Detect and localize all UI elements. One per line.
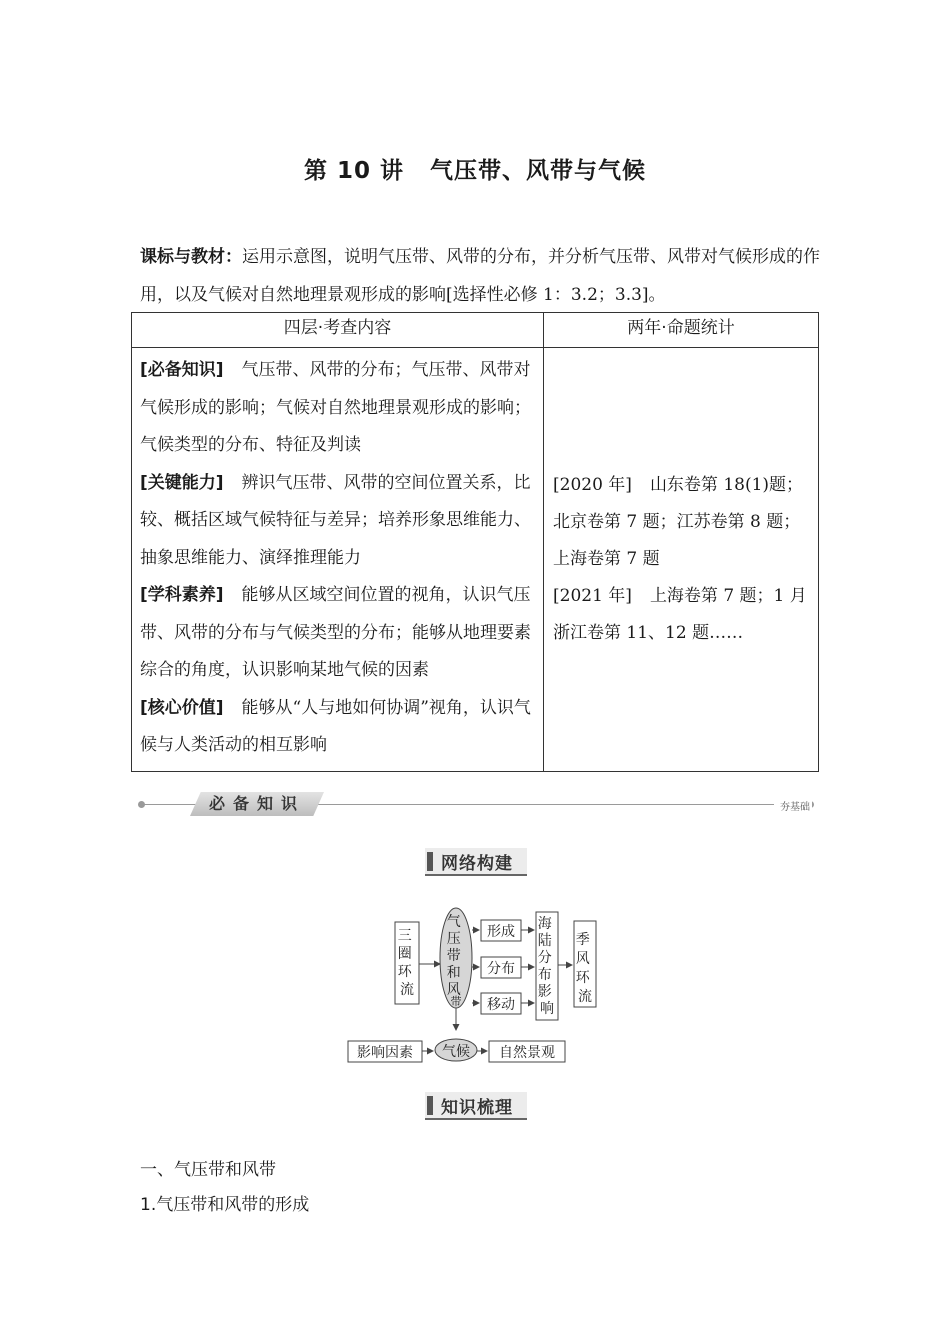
table-header-row bbox=[132, 313, 819, 348]
box-char: 风 bbox=[575, 951, 590, 967]
box-char: 分 bbox=[537, 950, 552, 966]
table-body-row bbox=[132, 348, 819, 772]
banner-right-label: 夯基础 bbox=[774, 798, 812, 813]
box-char: 三 bbox=[397, 928, 412, 944]
stats-year: [2021 年] bbox=[553, 585, 632, 606]
section-banner bbox=[140, 792, 812, 820]
sea-land-distribution-label bbox=[538, 916, 556, 1017]
table-header-right: 两年·命题统计 bbox=[544, 313, 819, 348]
heading-level-2: 1.气压带和风带的形成 bbox=[140, 1195, 310, 1215]
heading-bar bbox=[427, 852, 433, 871]
banner-label: 必备知识 bbox=[208, 794, 305, 813]
content-text: 能够从“人与地如何协调”视角，认识气候与人类活动的相互影响 bbox=[140, 697, 531, 755]
stats-item bbox=[553, 578, 810, 652]
influencing-factors-label: 影响因素 bbox=[357, 1045, 413, 1061]
formation-label: 形成 bbox=[487, 924, 515, 940]
box-char: 圈 bbox=[397, 946, 412, 962]
exam-stats-cell bbox=[544, 348, 819, 772]
curriculum-standard bbox=[140, 238, 820, 314]
oval-char: 和 bbox=[446, 965, 461, 981]
table-header-left: 四层·考查内容 bbox=[132, 313, 544, 348]
box-char: 布 bbox=[537, 967, 552, 983]
section-heading-network bbox=[425, 848, 527, 876]
oval-char: 带 bbox=[450, 995, 462, 1008]
heading-level-1: 一、气压带和风带 bbox=[140, 1160, 276, 1180]
content-tag: [核心价值] bbox=[140, 697, 224, 718]
oval-char: 气 bbox=[446, 914, 461, 930]
stats-text: 山东卷第 18(1)题；北京卷第 7 题；江苏卷第 8 题；上海卷第 7 题 bbox=[553, 474, 804, 569]
content-item bbox=[140, 352, 533, 465]
content-text: 气压带、风带的分布；气压带、风带对气候形成的影响；气候对自然地理景观形成的影响；气候类型的分布、特征及判读 bbox=[140, 360, 531, 455]
box-char: 季 bbox=[575, 932, 590, 948]
box-char: 海 bbox=[537, 916, 552, 932]
content-item bbox=[140, 577, 533, 690]
stats-year: [2020 年] bbox=[553, 474, 632, 495]
oval-char: 风 bbox=[446, 982, 461, 998]
lesson-topic: 气压带、风带与气候 bbox=[430, 158, 647, 184]
heading-text: 网络构建 bbox=[441, 854, 513, 874]
box-char: 响 bbox=[540, 1001, 554, 1017]
content-tag: [必备知识] bbox=[140, 360, 224, 380]
content-text: 辨识气压带、风带的空间位置关系，比较、概括区域气候特征与差异；培养形象思维能力、抽象思维能力、演绎推理能力 bbox=[140, 472, 531, 568]
natural-landscape-label: 自然景观 bbox=[499, 1045, 555, 1061]
page-title bbox=[0, 152, 950, 185]
box-char: 流 bbox=[400, 982, 414, 998]
distribution-label: 分布 bbox=[487, 961, 515, 977]
climate-label: 气候 bbox=[442, 1044, 470, 1060]
lesson-number: 第 10 讲 bbox=[303, 158, 405, 184]
stats-text: 上海卷第 7 题；1 月浙江卷第 11、12 题…… bbox=[553, 585, 807, 643]
box-char: 流 bbox=[578, 989, 592, 1005]
content-tag: [关键能力] bbox=[140, 472, 224, 493]
exam-content-cell bbox=[132, 348, 544, 772]
pressure-wind-belt-label bbox=[447, 914, 465, 1008]
concept-map bbox=[340, 905, 610, 1067]
content-tag: [学科素养] bbox=[140, 585, 224, 605]
content-text: 能够从区域空间位置的视角，认识气压带、风带的分布与气候类型的分布；能够从地理要素综合的角度，认识影响某地气候的因素 bbox=[140, 585, 531, 680]
box-char: 陆 bbox=[537, 933, 552, 949]
oval-char: 带 bbox=[446, 948, 461, 964]
content-item bbox=[140, 465, 533, 578]
box-char: 环 bbox=[575, 970, 590, 986]
movement-label: 移动 bbox=[487, 997, 515, 1013]
stats-item bbox=[553, 467, 810, 578]
box-char: 影 bbox=[537, 984, 552, 1000]
box-char: 环 bbox=[397, 964, 412, 980]
standard-label: 课标与教材： bbox=[140, 247, 242, 267]
oval-char: 压 bbox=[446, 931, 461, 947]
content-item bbox=[140, 690, 533, 765]
heading-text: 知识梳理 bbox=[441, 1098, 513, 1118]
standard-text: 运用示意图，说明气压带、风带的分布，并分析气压带、风带对气候形成的作用，以及气候对自然地理景观形成的影响[选择性必修 1：3.2；3.3]。 bbox=[140, 247, 820, 305]
heading-bar bbox=[427, 1096, 433, 1115]
exam-content-table bbox=[131, 312, 819, 772]
section-heading-review bbox=[425, 1092, 527, 1120]
banner-dot-left bbox=[138, 801, 145, 808]
